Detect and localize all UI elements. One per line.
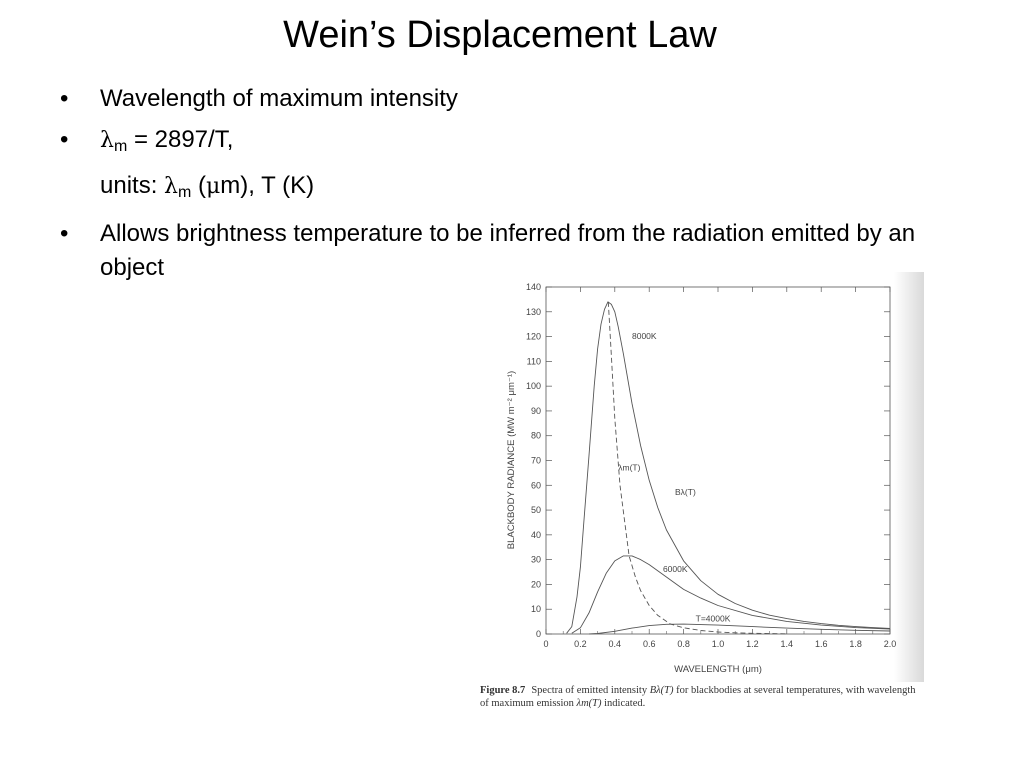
lambda-subscript: m (113, 138, 128, 155)
page-edge-shadow (894, 272, 924, 682)
caption-symbol: λm(T) (576, 698, 602, 709)
y-axis-label: BLACKBODY RADIANCE (MW m⁻² μm⁻¹) (506, 370, 517, 550)
y-tick-label: 40 (530, 529, 541, 540)
bullet-item (60, 123, 940, 164)
plot-frame (546, 287, 890, 634)
figure-caption (480, 684, 920, 710)
caption-text: Spectra of emitted intensity (531, 685, 650, 696)
bullet-text: Wavelength of maximum intensity (100, 85, 458, 112)
y-tick-label: 0 (535, 629, 541, 639)
y-tick-label: 130 (525, 306, 541, 317)
y-tick-label: 90 (530, 405, 541, 416)
units-rest: m), T (K) (220, 172, 315, 199)
x-tick-label: 1.4 (780, 639, 794, 649)
x-tick-label: 0.8 (677, 639, 690, 649)
x-tick-label: 2.0 (883, 639, 897, 649)
series-line-8000k (567, 302, 890, 633)
y-tick-label: 140 (525, 282, 541, 292)
caption-text: for blackbodies at several temperatures, with wavelength of maximum emission (480, 685, 916, 709)
lambda-symbol: λ (100, 128, 114, 153)
x-tick-label: 1.2 (746, 639, 759, 649)
y-tick-label: 80 (530, 430, 541, 441)
bullet-list (60, 82, 940, 292)
bullet-marker: • (60, 85, 69, 112)
y-tick-label: 10 (530, 604, 541, 615)
series-line-6000k (572, 556, 890, 633)
lambda-symbol: λ (164, 174, 178, 199)
caption-text: indicated. (601, 698, 646, 709)
caption-symbol: Bλ(T) (649, 685, 674, 696)
bullet-marker: • (60, 220, 69, 247)
y-tick-label: 100 (525, 381, 541, 392)
y-tick-label: 60 (530, 480, 541, 491)
y-tick-label: 20 (530, 579, 541, 590)
caption-label: Figure 8.7 (480, 685, 526, 696)
x-tick-label: 1.8 (849, 639, 862, 649)
x-tick-label: 0.2 (574, 639, 587, 649)
y-tick-label: 120 (525, 331, 541, 342)
x-tick-label: 1.0 (711, 639, 725, 649)
x-tick-label: 0.4 (608, 639, 622, 649)
y-tick-label: 30 (530, 554, 541, 565)
lambda-subscript: m (177, 184, 192, 201)
x-axis-label: WAVELENGTH (μm) (674, 664, 762, 675)
bullet-text: = 2897/T, (127, 126, 234, 153)
mu-symbol: μ (205, 174, 221, 199)
x-tick-label: 1.6 (814, 639, 828, 649)
bullet-text: Allows brightness temperature to be inferred from the radiation emitted by an object (100, 220, 916, 281)
units-line (60, 169, 940, 210)
curve-annotation: 6000K (662, 564, 688, 575)
curve-annotation: T=4000K (695, 613, 731, 624)
figure-panel (470, 272, 924, 734)
bullet-item (60, 82, 940, 116)
x-tick-label: 0 (543, 639, 549, 649)
curve-annotation: 8000K (632, 331, 657, 342)
curve-annotation: λm(T) (618, 462, 641, 473)
slide-title: Wein’s Displacement Law (283, 14, 717, 56)
y-tick-label: 110 (526, 356, 541, 367)
units-paren: ( (191, 172, 206, 199)
x-tick-label: 0.6 (642, 639, 656, 649)
y-tick-label: 50 (530, 505, 541, 516)
bullet-marker: • (60, 126, 69, 153)
y-tick-label: 70 (530, 455, 541, 466)
radiance-chart (470, 272, 924, 682)
curve-annotation: Bλ(T) (675, 487, 696, 498)
units-prefix: units: (100, 172, 165, 199)
